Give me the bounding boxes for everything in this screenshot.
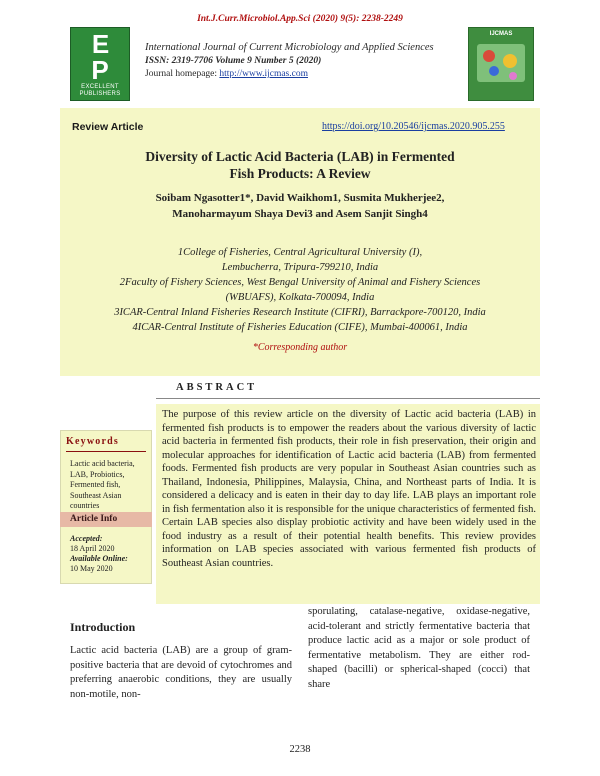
- accepted-label: Accepted:: [70, 534, 103, 543]
- publisher-logo: [70, 27, 130, 101]
- affiliation-line: 2Faculty of Fishery Sciences, West Bengal University of Animal and Fishery Sciences: [119, 277, 481, 288]
- body-column-left: Lactic acid bacteria (LAB) are a group of gram-positive bacteria that are devoid of cytochromes and preferring anaerobic conditions, they are usually non-motile, non-: [70, 645, 292, 700]
- homepage-label: Journal homepage:: [145, 69, 220, 79]
- keywords-divider: [66, 451, 146, 452]
- corresponding-author-note: *Corresponding author: [252, 342, 348, 353]
- article-type: Review Article: [72, 121, 144, 133]
- article-info-heading: Article Info: [70, 514, 118, 524]
- issn-line: ISSN: 2319-7706 Volume 9 Number 5 (2020): [145, 56, 322, 66]
- homepage-link[interactable]: http://www.ijcmas.com: [219, 69, 308, 79]
- authors-line-1: Soibam Ngasotter1*, David Waikhom1, Susmita Mukherjee2,: [155, 192, 445, 204]
- affiliation-line: 1College of Fisheries, Central Agricultural University (I),: [177, 247, 423, 258]
- logo-letter-p: P: [91, 55, 109, 85]
- doi-link[interactable]: https://doi.org/10.20546/ijcmas.2020.905.255: [322, 121, 505, 132]
- cover-artwork: [477, 44, 525, 82]
- journal-homepage: [145, 69, 308, 79]
- title-line-2: Fish Products: A Review: [229, 166, 371, 181]
- cover-title: IJCMAS: [489, 31, 513, 37]
- body-column-right: sporulating, catalase-negative, oxidase-negative, acid-tolerant and strictly fermentative bacteria that produce lactic acid as a major or sole product of fermentative metabolism. They are either rod-shaped (bacilli) or spherical-shaped (cocci) that share: [308, 606, 530, 690]
- affiliation-line: 4ICAR-Central Institute of Fisheries Education (CIFE), Mumbai-400061, India: [132, 322, 468, 333]
- title-line-1: Diversity of Lactic Acid Bacteria (LAB) in Fermented: [145, 149, 455, 164]
- affiliation-line: 3ICAR-Central Inland Fisheries Research Institute (CIFRI), Barrackpore-700120, India: [114, 307, 486, 318]
- page-number: 2238: [289, 744, 311, 755]
- available-online-date: 10 May 2020: [70, 564, 113, 573]
- journal-title: International Journal of Current Microbiology and Applied Sciences: [145, 42, 434, 53]
- available-online-label: Available Online:: [70, 554, 128, 563]
- keywords-list: Lactic acid bacteria, LAB, Probiotics, Fermented fish, Southeast Asian countries: [70, 459, 135, 510]
- introduction-heading: Introduction: [70, 620, 136, 634]
- article-title: [60, 148, 540, 182]
- affiliation-line: Lembucherra, Tripura-799210, India: [221, 262, 379, 273]
- authors-line-2: Manoharmayum Shaya Devi3 and Asem Sanjit Singh4: [172, 208, 428, 220]
- logo-letter-e: E: [91, 29, 109, 59]
- journal-cover-image: [468, 27, 534, 101]
- journal-citation: Int.J.Curr.Microbiol.App.Sci (2020) 9(5): 2238-2249: [197, 14, 403, 24]
- author-list: [60, 190, 540, 222]
- abstract-heading: ABSTRACT: [176, 382, 258, 393]
- keywords-heading: Keywords: [66, 436, 119, 447]
- publisher-logo-text: EXCELLENT PUBLISHERS: [79, 84, 121, 97]
- accepted-date: 18 April 2020: [70, 544, 115, 553]
- abstract-divider: [156, 398, 540, 399]
- affiliation-line: (WBUAFS), Kolkata-700094, India: [225, 292, 375, 303]
- affiliations: [60, 245, 540, 335]
- abstract-text: The purpose of this review article on the diversity of Lactic acid bacteria (LAB) in fermented fish products is to empower the readers about the various diversity of lactic acid bacteria in fermented fish products, their role in fish preservation, their origin and molecular approaches for identification of Lactic acid bacteria (LAB) from fermented foods. Fermented fish products are very popular in Southeast Asian countries such as Thailand, Indonesia, Philippines, Malaysia, China, and Northeast parts of India. It is considered a delicacy and is eaten in their day to day life. LAB plays an important role in fish fermentation also it is responsible for the unique characteristics of fermented fish. Certain LAB species also display probiotic activity and have been widely used in the food industry as a result of their potential health benefits. This review provides information on LAB species associated with various fermented fish products of Southeast Asian countries.: [162, 409, 536, 569]
